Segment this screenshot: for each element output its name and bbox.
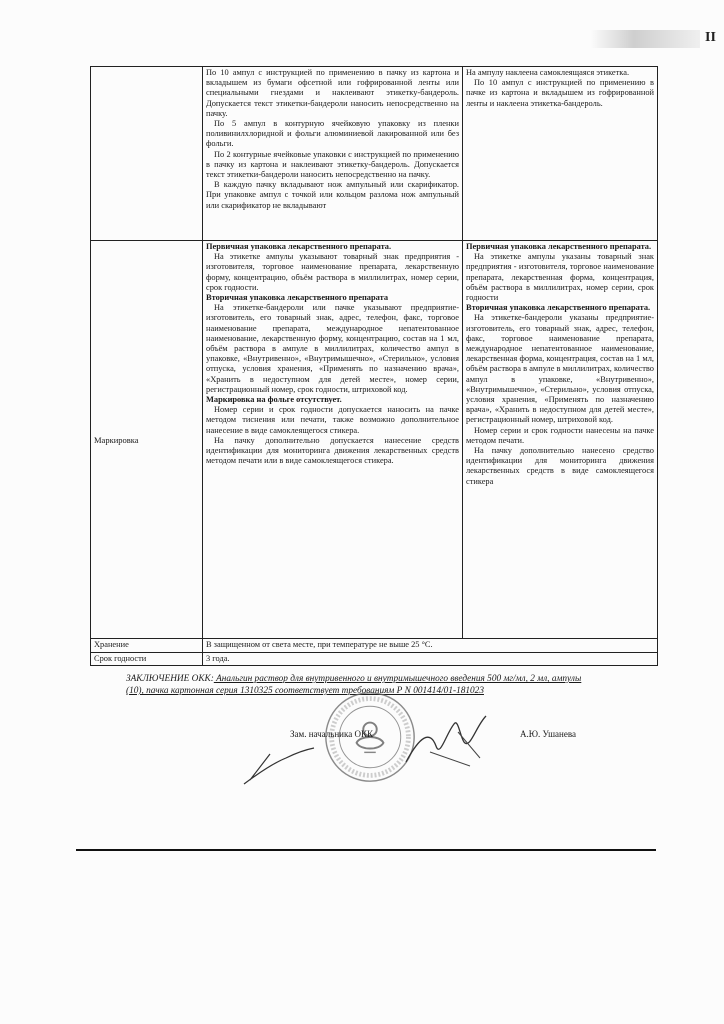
marking-note-result: Номер серии и срок годности нанесены на пачке методом печати. (466, 425, 654, 445)
packaging-result-para: На ампулу наклеена самоклеящаяся этикетка. (466, 68, 630, 77)
packaging-para: В каждую пачку вкладывают нож ампульный или скарификатор. При упаковке ампул с точкой или кольцом разлома нож ампульный или скарификатор не вкладывают (206, 180, 459, 210)
specification-table (90, 66, 658, 666)
packaging-label-cell (91, 67, 203, 241)
packaging-result-cell (463, 67, 658, 241)
bottom-rule (76, 849, 656, 851)
primary-title: Первичная упаковка лекарственного препарата. (206, 242, 392, 251)
marking-label: Маркировка (91, 241, 203, 639)
secondary-text: На этикетке-бандероли или пачке указывают предприятие-изготовитель, его товарный знак, адрес, телефон, факс, торговое наименование препарата, международное непатентованное наименование, лекарственную форму, концентрацию, состав на 1 мл, объём раствора в ампуле в миллилитрах, количество ампул в упаковке, «Внутривенно», «Внутримышечно», «Стерильно», условия отпуска, условия хранения, «Применять по назначению врача», «Хранить в недоступном для детей месте», номер серии, регистрационный номер, срок годности, штриховой код. (206, 303, 459, 394)
table-row (91, 653, 658, 666)
corner-mark: II (705, 30, 716, 45)
table-row (91, 67, 658, 241)
secondary-title: Вторичная упаковка лекарственного препарата (206, 293, 389, 303)
marking-note: Номер серии и срок годности допускается наносить на пачке методом тиснения или печати, также возможно дополнительное нанесение в виде самоклеящегося стикера. (206, 405, 459, 435)
marking-requirement-cell (203, 241, 463, 639)
secondary-title-result: Вторичная упаковка лекарственного препарата. (466, 303, 651, 313)
marking-note-result: На пачку дополнительно нанесено средство идентификации для мониторинга движения лекарственных средств в виде самоклеящегося стикера (466, 446, 654, 486)
packaging-para: По 5 ампул в контурную ячейковую упаковку из пленки поливинилхлоридной и фольги алюминиевой лакированной или без фольги. (206, 119, 459, 149)
storage-value: В защищенном от света месте, при температуре не выше 25 °С. (203, 639, 658, 653)
table-row (91, 241, 658, 639)
scan-artifact (590, 30, 700, 48)
marking-result-cell (463, 241, 658, 639)
signatory-name: А.Ю. Ушанева (520, 729, 576, 739)
storage-label: Хранение (91, 639, 203, 653)
signatory-position: Зам. начальника ОКК (290, 729, 373, 739)
conclusion-prefix: ЗАКЛЮЧЕНИЕ ОКК: (126, 674, 214, 684)
signature-scribble (400, 706, 490, 776)
packaging-para: По 2 контурные ячейковые упаковки с инструкцией по применению в пачку из картона и наклеивают этикетку-бандероль. Допускается текст этикетки-бандероли наносить непосредственно на пачку. (206, 149, 459, 180)
shelf-life-label: Срок годности (91, 653, 203, 666)
initial-scribble (240, 744, 320, 790)
table-row (91, 639, 658, 653)
secondary-text-result: На этикетке-бандероли указаны предприятие-изготовитель, его товарный знак, адрес, телефон, факс, торговое наименование препарата, международное непатентованное наименование, лекарственная форма, концентрация, состав на 1 мл, объём раствора в ампуле в миллилитрах, количество ампул в упаковке, «Внутривенно», «Внутримышечно», «Стерильно», условия отпуска, условия хранения, «Применять по назначению врача», «Хранить в недоступном для детей месте», регистрационный номер, штриховой код. (466, 313, 654, 425)
packaging-requirement-cell (203, 67, 463, 241)
primary-text-result: На этикетке ампулы указаны товарный знак предприятия - изготовителя, торговое наименование препарата, лекарственная форма, концентрация, объём раствора в миллилитрах, номер серии, срок годности (466, 252, 654, 303)
primary-text: На этикетке ампулы указывают товарный знак предприятия - изготовителя, торговое наименование препарата, лекарственную форму, концентрацию, объём раствора в миллилитрах, номер серии, срок годности. (206, 252, 459, 292)
conclusion-text: Анальгин раствор для внутривенного и внутримышечного введения 500 мг/мл, 2 мл, ампулы (10), пачка картонная серия 1310325 соответствует требованиям Р N 001414/01-181023 (126, 674, 582, 696)
shelf-life-value: 3 года. (203, 653, 658, 666)
foil-title: Маркировка на фольге отсутствует. (206, 395, 342, 405)
packaging-para: По 10 ампул с инструкцией по применению в пачку из картона и вкладышем из бумаги офсетной или гофрированной ленты или специальными гнездами и наклеивают этикетку-бандероль. Допускается текст этикетки-бандероли наносить непосредственно на пачку. (206, 68, 459, 118)
packaging-result-para: По 10 ампул с инструкцией по применению в пачке из картона и вкладышем из гофрированной ленты и наклеена этикетка-бандероль. (466, 78, 654, 108)
primary-title-result: Первичная упаковка лекарственного препарата. (466, 242, 652, 251)
marking-note: На пачку дополнительно допускается нанесение средств идентификации для мониторинга движения лекарственных средств методом печати или в виде самоклеящегося стикера. (206, 435, 459, 466)
